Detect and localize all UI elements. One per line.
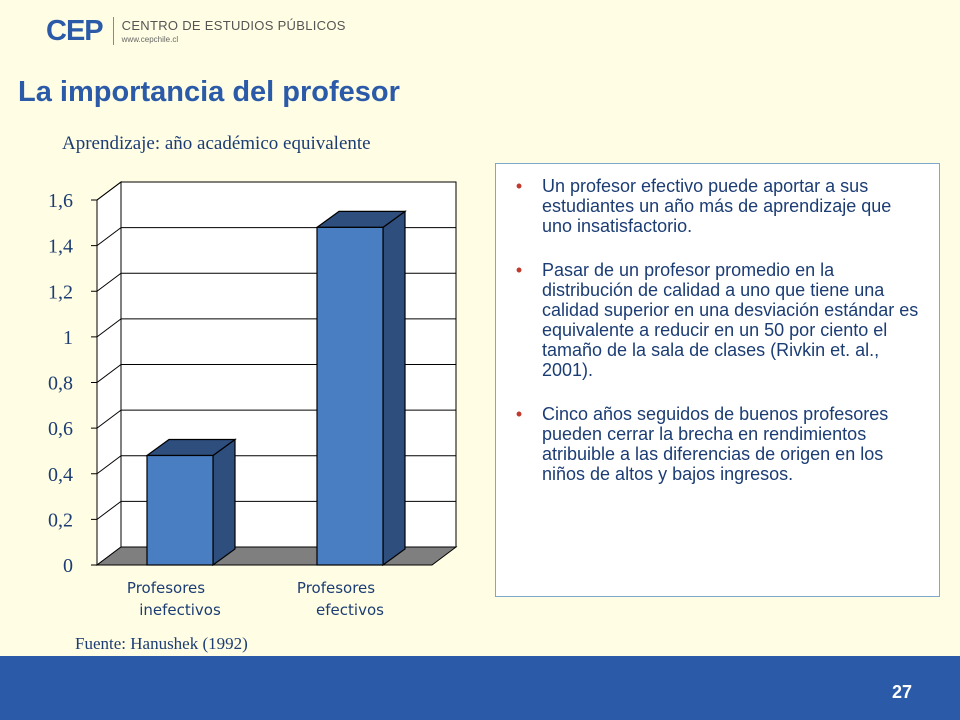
y-tick-label: 1,6	[48, 190, 73, 212]
bullet-dot-icon: •	[515, 404, 523, 424]
y-tick-label: 0	[63, 555, 73, 577]
x-tick-label: inefectivos	[139, 601, 221, 619]
bullet-text: Cinco años seguidos de buenos profesores pueden cerrar la brecha en rendimientos atribuible a las diferencias de origen en los niños de altos y bajos ingresos.	[542, 404, 889, 484]
page-number: 27	[891, 682, 912, 702]
y-tick-label: 0,4	[48, 463, 73, 486]
bar-side	[383, 211, 405, 565]
y-tick-label: 1	[63, 326, 73, 349]
bullet-text: Pasar de un profesor promedio en la distribución de calidad a uno que tiene una calidad superior en una desviación estándar es equivalente a reducir en un 50 por ciento el tamaño de la sala de clases (Rivkin et. al., 2001).	[542, 260, 919, 380]
logo-mark: CEP	[46, 14, 103, 47]
x-tick-label: efectivos	[316, 601, 384, 619]
bullet-panel	[495, 163, 940, 597]
bullet-dot-icon: •	[515, 176, 523, 196]
bar	[317, 227, 383, 565]
y-tick-label: 0,2	[48, 509, 73, 532]
slide-title: La importancia del profesor	[18, 76, 400, 108]
chart-title: Aprendizaje: año académico equivalente	[62, 133, 371, 154]
bullet-list	[496, 176, 923, 484]
bar	[147, 456, 213, 566]
bullet-text: Un profesor efectivo puede aportar a sus estudiantes un año más de aprendizaje que uno insatisfactorio.	[542, 176, 892, 236]
bar-side	[213, 440, 235, 566]
x-tick-label: Profesores	[296, 579, 376, 597]
bullet-item	[496, 404, 923, 484]
bar-chart	[0, 160, 480, 640]
bullet-dot-icon: •	[515, 260, 523, 280]
y-tick-label: 0,6	[48, 418, 73, 441]
logo-text	[122, 18, 346, 44]
x-tick-label: Profesores	[126, 579, 206, 597]
footer-bar	[0, 656, 960, 720]
logo	[46, 14, 346, 48]
bullet-item	[496, 176, 923, 236]
source-note: Fuente: Hanushek (1992)	[75, 634, 248, 653]
logo-name: CENTRO DE ESTUDIOS PÚBLICOS	[121, 18, 346, 33]
y-tick-label: 1,4	[48, 235, 73, 258]
bullet-item	[496, 260, 923, 380]
logo-url: www.cepchile.cl	[121, 35, 179, 44]
y-tick-label: 0,8	[48, 372, 73, 395]
logo-divider	[113, 17, 114, 45]
y-tick-label: 1,2	[48, 281, 73, 304]
